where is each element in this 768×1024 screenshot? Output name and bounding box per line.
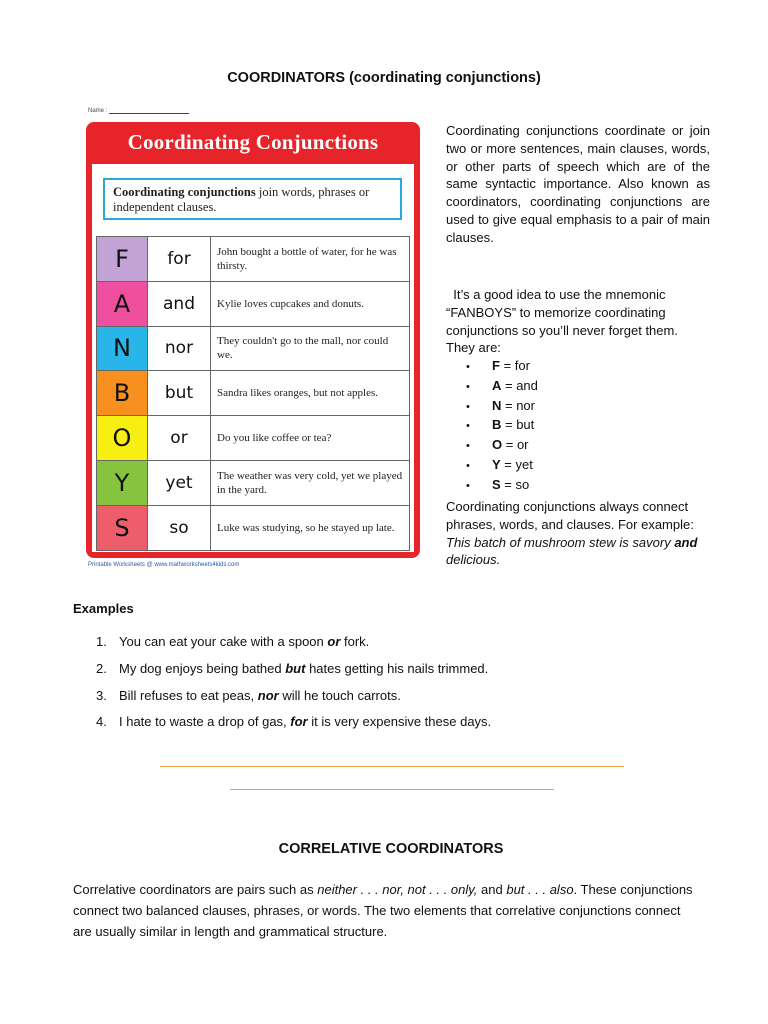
bullet-key: O xyxy=(492,437,503,453)
item-number: 1. xyxy=(96,634,107,649)
bullet-value: = for xyxy=(499,358,530,373)
example-bold-and: and xyxy=(674,534,698,550)
list-item xyxy=(96,714,491,741)
section-title-correlative: CORRELATIVE COORDINATORS xyxy=(278,841,504,857)
fanboys-row xyxy=(97,416,410,461)
fanboys-row xyxy=(97,505,410,550)
row-conjunction: and xyxy=(148,281,211,326)
worksheet-name-field xyxy=(88,108,189,114)
row-letter: N xyxy=(97,326,148,371)
divider-line xyxy=(160,766,624,767)
worksheet-definition-box xyxy=(103,178,402,220)
row-letter: B xyxy=(97,371,148,416)
worksheet-heading: Coordinating Conjunctions xyxy=(127,130,379,154)
list-item xyxy=(466,416,538,436)
row-letter: F xyxy=(97,237,148,282)
example-paragraph xyxy=(446,498,710,569)
row-conjunction: for xyxy=(148,237,211,282)
list-item xyxy=(466,436,538,456)
corr-italic-2: but . . . also xyxy=(506,882,574,897)
list-item xyxy=(466,456,538,476)
fanboys-row xyxy=(97,237,410,282)
list-item xyxy=(466,476,538,496)
row-conjunction: yet xyxy=(148,460,211,505)
list-item xyxy=(96,688,491,715)
item-text: You can eat your cake with a spoon xyxy=(119,634,328,649)
correlative-paragraph xyxy=(73,880,693,942)
examples-heading: Examples xyxy=(73,601,134,616)
corr-text-1: Correlative coordinators are pairs such as xyxy=(73,882,318,897)
examples-list xyxy=(96,634,491,741)
list-item xyxy=(96,634,491,661)
row-letter: S xyxy=(97,505,148,550)
mnemonic-paragraph: It’s a good idea to use the mnemonic “FANBOYS” to memorize coordinating conjunctions so you’ll never forget them. They are: xyxy=(446,287,682,356)
item-text: hates getting his nails trimmed. xyxy=(305,660,489,676)
bullet-value: = and xyxy=(501,377,538,393)
item-conjunction: nor xyxy=(257,687,279,703)
corr-italic-1: neither . . . nor, not . . . only, xyxy=(317,882,478,897)
divider-line xyxy=(230,789,554,790)
bullet-key: A xyxy=(492,377,502,393)
name-label: Name : xyxy=(88,108,108,114)
row-conjunction: or xyxy=(148,416,211,461)
row-conjunction: nor xyxy=(148,326,211,371)
bullet-key: B xyxy=(492,417,502,433)
corr-text-3: . These conjunctions connect two balanced clauses, phrases, or words. The two elements that correlative conjunctions connect are usually similar in length and grammatical structure. xyxy=(73,882,693,939)
item-number: 3. xyxy=(96,687,107,703)
item-conjunction: or xyxy=(327,634,341,649)
row-letter: Y xyxy=(97,460,148,505)
worksheet-footer: Printable Worksheets @ www.mathworksheets4kids.com xyxy=(88,562,240,568)
bullet-value: = so xyxy=(500,476,530,492)
item-conjunction: but xyxy=(285,660,306,676)
bullet-value: = but xyxy=(501,417,535,433)
item-text: it is very expensive these days. xyxy=(307,714,492,730)
example-italic-1: This batch of mushroom stew is savory xyxy=(446,534,675,550)
item-number: 2. xyxy=(96,660,107,676)
bullet-value: = or xyxy=(502,437,529,453)
intro-paragraph: Coordinating conjunctions coordinate or join two or more sentences, main clauses, words, or other parts of speech which are of the same syntactic importance. Also known as coordinators, coordinating conjunctions are used to give equal emphasis to a pair of main clauses. xyxy=(446,123,710,245)
row-letter: A xyxy=(97,281,148,326)
row-example: Kylie loves cupcakes and donuts. xyxy=(211,281,410,326)
row-conjunction: but xyxy=(148,371,211,416)
fanboys-row xyxy=(97,326,410,371)
fanboys-row xyxy=(97,281,410,326)
item-text: My dog enjoys being bathed xyxy=(119,660,286,676)
bullet-value: = yet xyxy=(500,456,533,472)
row-example: Do you like coffee or tea? xyxy=(211,416,410,461)
example-italic-2: delicious. xyxy=(446,552,501,568)
row-example: The weather was very cold, yet we played in the yard. xyxy=(211,460,410,505)
item-text: fork. xyxy=(340,634,370,649)
row-letter: O xyxy=(97,416,148,461)
bullet-key: Y xyxy=(492,456,501,472)
item-text: will he touch carrots. xyxy=(278,687,401,703)
fanboys-table xyxy=(96,236,410,551)
definition-bold: Coordinating conjunctions xyxy=(113,185,256,199)
fanboys-list xyxy=(466,357,538,496)
bullet-key: F xyxy=(492,358,500,373)
page-title: COORDINATORS (coordinating conjunctions) xyxy=(227,70,541,86)
definition-rest: join words, phrases or independent clauses. xyxy=(113,185,370,214)
bullet-key: S xyxy=(492,476,501,492)
bullet-value: = nor xyxy=(501,397,535,413)
item-conjunction: for xyxy=(290,714,308,730)
row-example: They couldn't go to the mall, nor could we. xyxy=(211,326,410,371)
bullet-key: N xyxy=(492,397,502,413)
list-item xyxy=(466,377,538,397)
item-text: Bill refuses to eat peas, xyxy=(119,687,258,703)
corr-text-2: and xyxy=(477,882,507,897)
list-item xyxy=(96,661,491,688)
fanboys-row xyxy=(97,460,410,505)
item-number: 4. xyxy=(96,714,107,730)
row-example: John bought a bottle of water, for he was thirsty. xyxy=(211,237,410,282)
example-lead: Coordinating conjunctions always connect phrases, words, and clauses. For example: xyxy=(446,499,694,532)
list-item xyxy=(466,397,538,417)
item-text: I hate to waste a drop of gas, xyxy=(119,714,291,730)
fanboys-row xyxy=(97,371,410,416)
list-item xyxy=(466,357,538,377)
row-example: Luke was studying, so he stayed up late. xyxy=(211,505,410,550)
row-conjunction: so xyxy=(148,505,211,550)
row-example: Sandra likes oranges, but not apples. xyxy=(211,371,410,416)
name-line xyxy=(109,113,189,114)
